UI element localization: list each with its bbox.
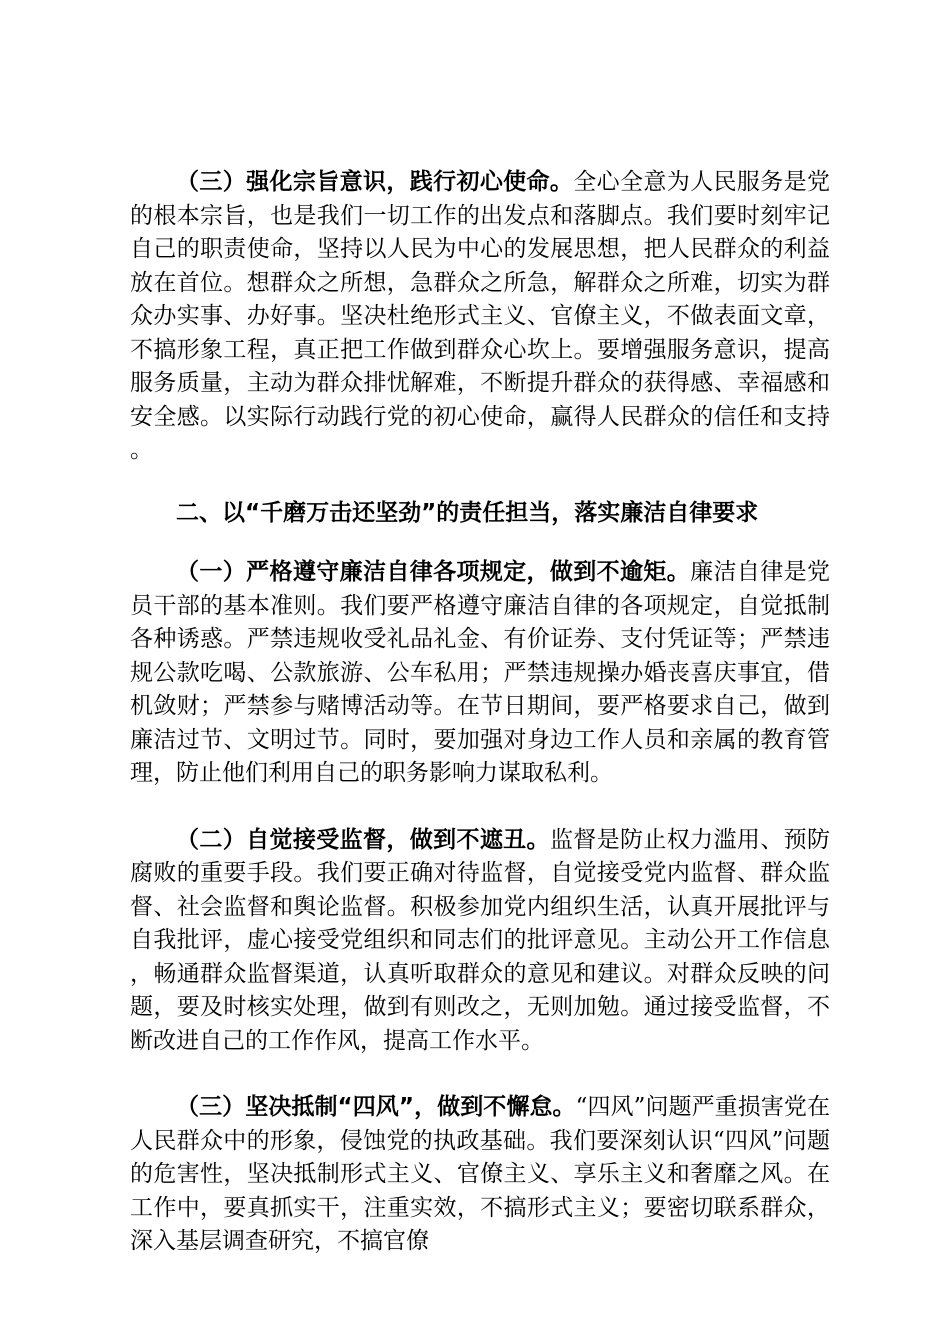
paragraph-body: “四风”问题严重损害党在人民群众中的形象，侵蚀党的执政基础。我们要深刻认识“四风”问题的危害性，坚决抵制形式主义、官僚主义、享乐主义和奢靡之风。在工作中，要真抓实干，注重实效，不搞形式主义；要密切联系群众，深入基层调查研究，不搞官僚 xyxy=(130,1094,830,1254)
paragraph-lead: （二）自觉接受监督，做到不遮丑。 xyxy=(176,826,550,853)
paragraph-lead: （三）强化宗旨意识，践行初心使命。 xyxy=(176,169,574,195)
paragraph-body: 全心全意为人民服务是党的根本宗旨，也是我们一切工作的出发点和落脚点。我们要时刻牢记自己的职责使命，坚持以人民为中心的发展思想，把人民群众的利益放在首位。想群众之所想，急群众之所急，解群众之所难，切实为群众办实事、办好事。坚决杜绝形式主义、官僚主义，不做表面文章，不搞形象工程，真正把工作做到群众心坎上。要增强服务意识，提高服务质量，主动为群众排忧解难，不断提升群众的获得感、幸福感和安全感。以实际行动践行党的初心使命，赢得人民群众的信任和支持。 xyxy=(130,169,831,463)
document-page xyxy=(130,166,830,1259)
paragraph-mission xyxy=(130,166,830,468)
paragraph-lead: （一）严格遵守廉洁自律各项规定，做到不逾矩。 xyxy=(176,559,691,585)
paragraph-body: 廉洁自律是党员干部的基本准则。我们要严格遵守廉洁自律的各项规定，自觉抵制各种诱惑。严禁违规收受礼品礼金、有价证券、支付凭证等；严禁违规公款吃喝、公款旅游、公车私用；严禁违规操办婚丧喜庆事宜，借机敛财；严禁参与赌博活动等。在节日期间，要严格要求自己，做到廉洁过节、文明过节。同时，要加强对身边工作人员和亲属的教育管理，防止他们利用自己的职务影响力谋取私利。 xyxy=(130,559,831,786)
paragraph-four-winds xyxy=(130,1091,830,1259)
section-heading: 二、以“千磨万击还坚劲”的责任担当，落实廉洁自律要求 xyxy=(176,499,759,526)
paragraph-supervision xyxy=(130,824,830,1059)
paragraph-lead: （三）坚决抵制“四风”，做到不懈怠。 xyxy=(176,1094,576,1120)
paragraph-body: 监督是防止权力滥用、预防腐败的重要手段。我们要正确对待监督，自觉接受党内监督、群众监督、社会监督和舆论监督。积极参加党内组织生活，认真开展批评与自我批评，虚心接受党组织和同志们的批评意见。主动公开工作信息，畅通群众监督渠道，认真听取群众的意见和建议。对群众反映的问题，要及时核实处理，做到有则改之，无则加勉。通过接受监督，不断改进自己的工作作风，提高工作水平。 xyxy=(130,826,831,1054)
paragraph-integrity-rules xyxy=(130,556,830,791)
